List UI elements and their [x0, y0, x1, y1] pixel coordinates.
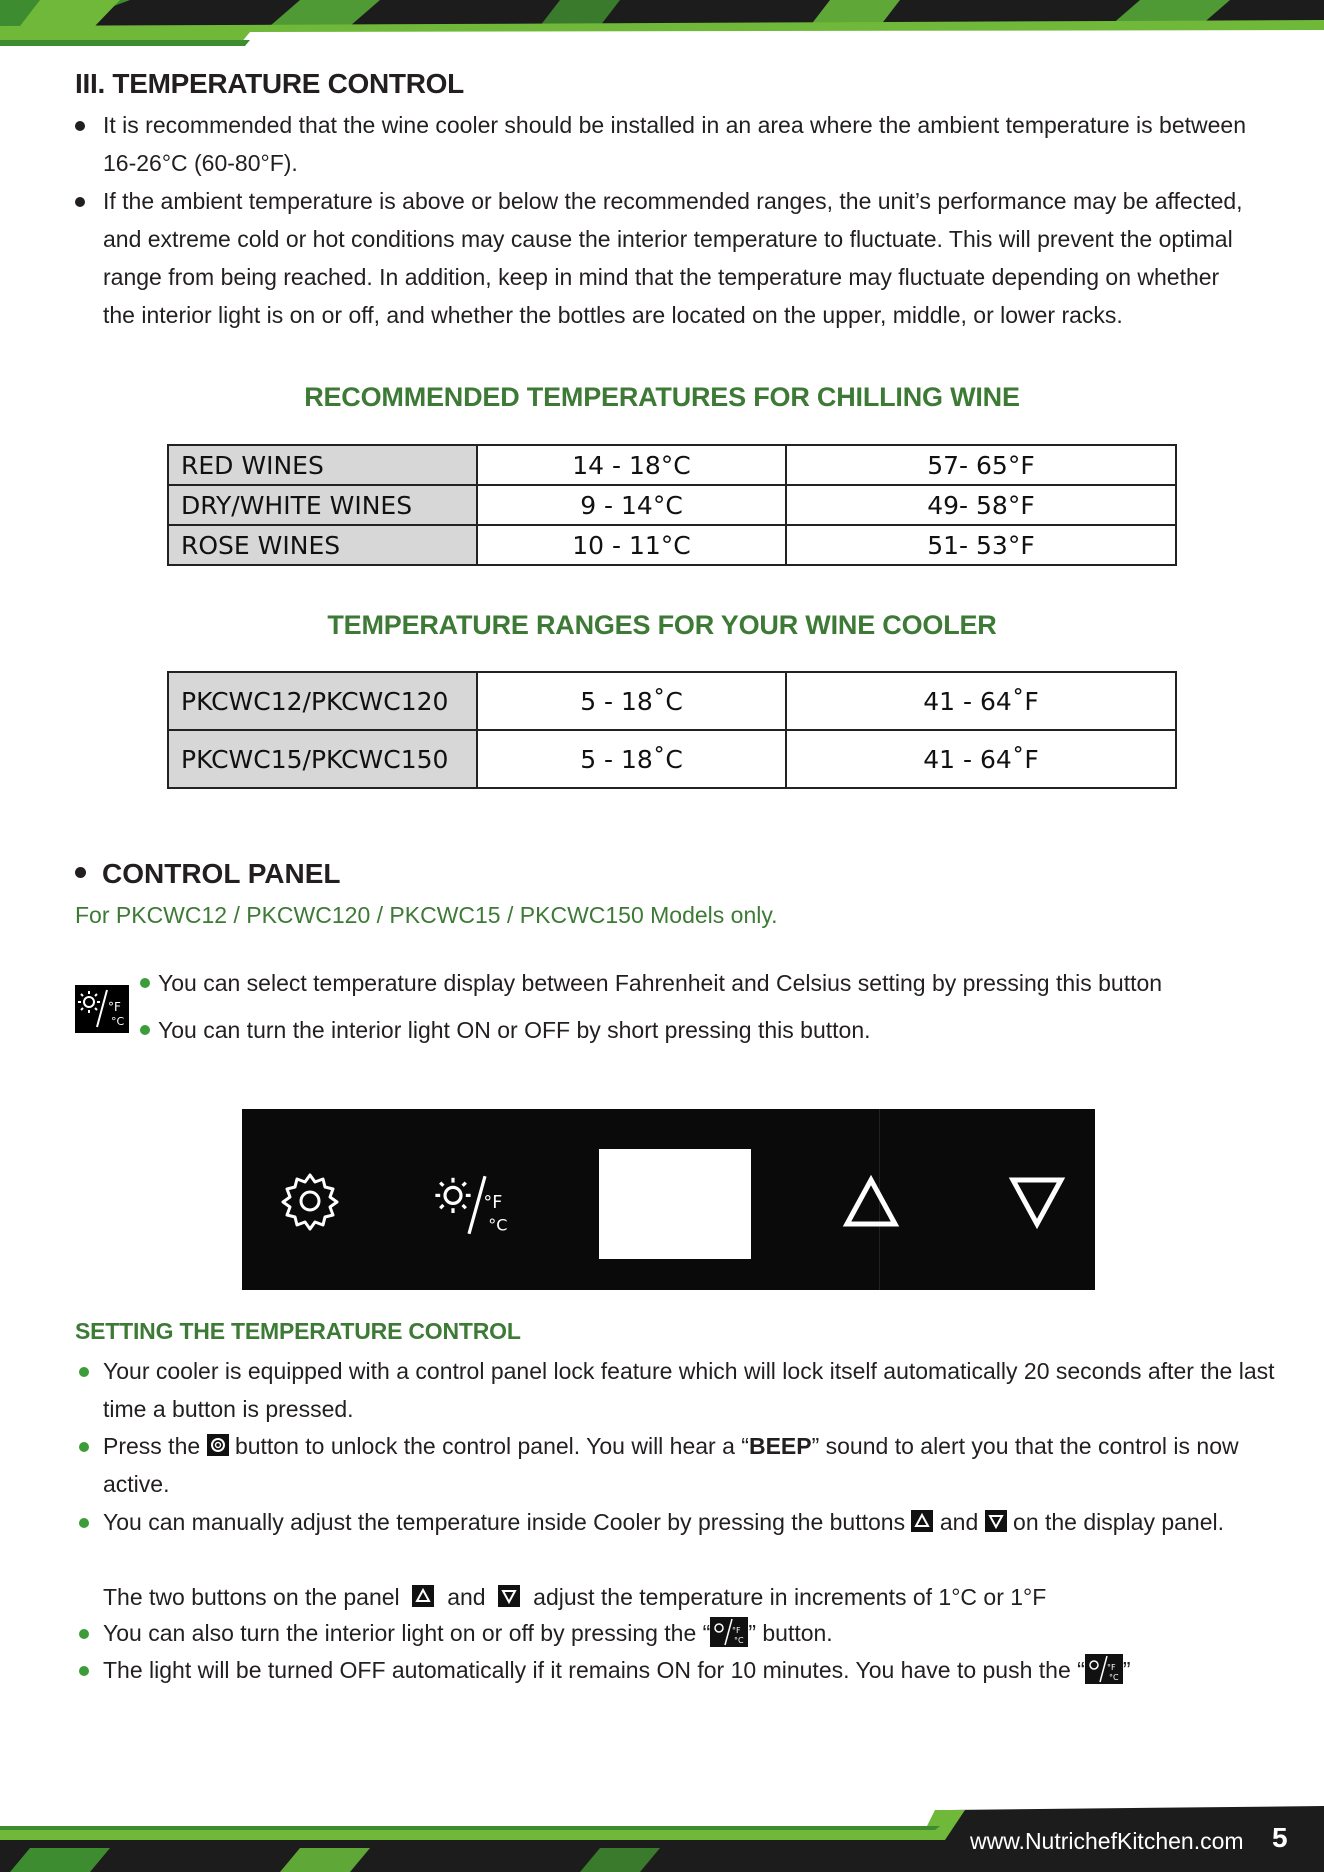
wine-type-cell: RED WINES	[168, 445, 477, 485]
model-cell: PKCWC15/PKCWC150	[168, 730, 477, 788]
svg-text:°C: °C	[111, 1015, 125, 1028]
light-temperature-icon	[432, 1173, 522, 1237]
temperature-ranges-table	[167, 671, 1177, 789]
svg-text:°C: °C	[734, 1635, 744, 1645]
button-note-2: You can turn the interior light ON or OFF by short pressing this button.	[140, 1017, 871, 1044]
up-triangle-icon	[842, 1175, 900, 1229]
fahrenheit-cell: 41 - 64˚F	[786, 730, 1176, 788]
fahrenheit-cell: 41 - 64˚F	[786, 672, 1176, 730]
bullet-dot	[79, 1629, 89, 1639]
celsius-cell: 14 - 18°C	[477, 445, 786, 485]
up-arrow-icon	[911, 1510, 933, 1532]
svg-text:°C: °C	[1108, 1672, 1119, 1682]
setting-bullet-2: Press the button to unlock the control panel. You will hear a “BEEP” sound to alert you that the control is now active.	[75, 1427, 1275, 1503]
page-number: 5	[1272, 1822, 1288, 1853]
control-panel-illustration	[242, 1109, 1095, 1290]
light-temperature-icon	[1085, 1654, 1123, 1684]
fahrenheit-cell: 57- 65°F	[786, 445, 1176, 485]
bullet-dot	[75, 197, 85, 207]
celsius-cell: 5 - 18˚C	[477, 730, 786, 788]
setting-bullet-3b: The two buttons on the panel and adjust the temperature in increments of 1°C or 1°F	[103, 1584, 1047, 1610]
svg-text:°F: °F	[483, 1193, 503, 1214]
recommended-title: RECOMMENDED TEMPERATURES FOR CHILLING WINE	[304, 382, 1020, 412]
bullet-dot	[75, 867, 86, 878]
ranges-title: TEMPERATURE RANGES FOR YOUR WINE COOLER	[327, 610, 997, 640]
button-note-1: You can select temperature display between Fahrenheit and Celsius setting by pressing this button	[140, 970, 1162, 997]
section-heading: III. TEMPERATURE CONTROL	[75, 68, 464, 99]
gear-icon	[207, 1434, 229, 1456]
bullet-dot	[79, 1518, 89, 1528]
table-row	[168, 445, 1176, 485]
intro-bullet-2: If the ambient temperature is above or below the recommended ranges, the unit’s performance may be affected, and extreme cold or hot conditions may cause the interior temperature to fluctuate. This will prevent the optimal range from being reached. In addition, keep in mind that the temperature may fluctuate depending on whether the interior light is on or off, and whether the bottles are located on the upper, middle, or lower racks.	[75, 182, 1255, 334]
setting-bullet-4: You can also turn the interior light on or off by pressing the “ °F °C ” button.	[75, 1614, 1275, 1652]
bullet-dot	[79, 1666, 89, 1676]
bullet-dot	[79, 1442, 89, 1452]
setting-heading: SETTING THE TEMPERATURE CONTROL	[75, 1318, 521, 1344]
control-panel-heading: CONTROL PANEL	[75, 858, 341, 890]
table-row	[168, 730, 1176, 788]
svg-text:°F: °F	[732, 1625, 741, 1635]
setting-bullet-3: You can manually adjust the temperature inside Cooler by pressing the buttons and on the display panel.	[75, 1503, 1275, 1541]
svg-text:°F: °F	[1106, 1662, 1116, 1672]
table-row	[168, 672, 1176, 730]
bullet-dot	[140, 978, 150, 988]
bullet-dot	[140, 1025, 150, 1035]
celsius-cell: 10 - 11°C	[477, 525, 786, 565]
table-row	[168, 525, 1176, 565]
models-note: For PKCWC12 / PKCWC120 / PKCWC15 / PKCWC150 Models only.	[75, 902, 778, 928]
down-arrow-icon	[498, 1585, 520, 1607]
bullet-dot	[75, 121, 85, 131]
celsius-cell: 5 - 18˚C	[477, 672, 786, 730]
celsius-cell: 9 - 14°C	[477, 485, 786, 525]
svg-text:°F: °F	[108, 1000, 121, 1014]
setting-bullet-1: Your cooler is equipped with a control panel lock feature which will lock itself automatically 20 seconds after the last time a button is pressed.	[75, 1352, 1275, 1428]
model-cell: PKCWC12/PKCWC120	[168, 672, 477, 730]
intro-bullet-1: It is recommended that the wine cooler should be installed in an area where the ambient temperature is between 16-26°C (60-80°F).	[75, 106, 1255, 182]
up-arrow-icon	[412, 1585, 434, 1607]
light-temperature-icon	[710, 1617, 748, 1647]
bullet-dot	[79, 1367, 89, 1377]
fahrenheit-cell: 49- 58°F	[786, 485, 1176, 525]
setting-bullet-5: The light will be turned OFF automatically if it remains ON for 10 minutes. You have to push the “ °F °C ”	[75, 1651, 1275, 1689]
footer-website: www.NutrichefKitchen.com	[970, 1828, 1244, 1854]
down-arrow-icon	[985, 1510, 1007, 1532]
recommended-temperatures-table	[167, 444, 1177, 566]
light-temperature-icon	[75, 985, 129, 1033]
top-decorative-band	[0, 0, 1324, 48]
down-triangle-icon	[1008, 1175, 1066, 1229]
wine-type-cell: DRY/WHITE WINES	[168, 485, 477, 525]
gear-icon	[278, 1169, 342, 1233]
table-row	[168, 485, 1176, 525]
fahrenheit-cell: 51- 53°F	[786, 525, 1176, 565]
wine-type-cell: ROSE WINES	[168, 525, 477, 565]
svg-text:°C: °C	[488, 1215, 508, 1235]
display-screen	[599, 1149, 751, 1259]
